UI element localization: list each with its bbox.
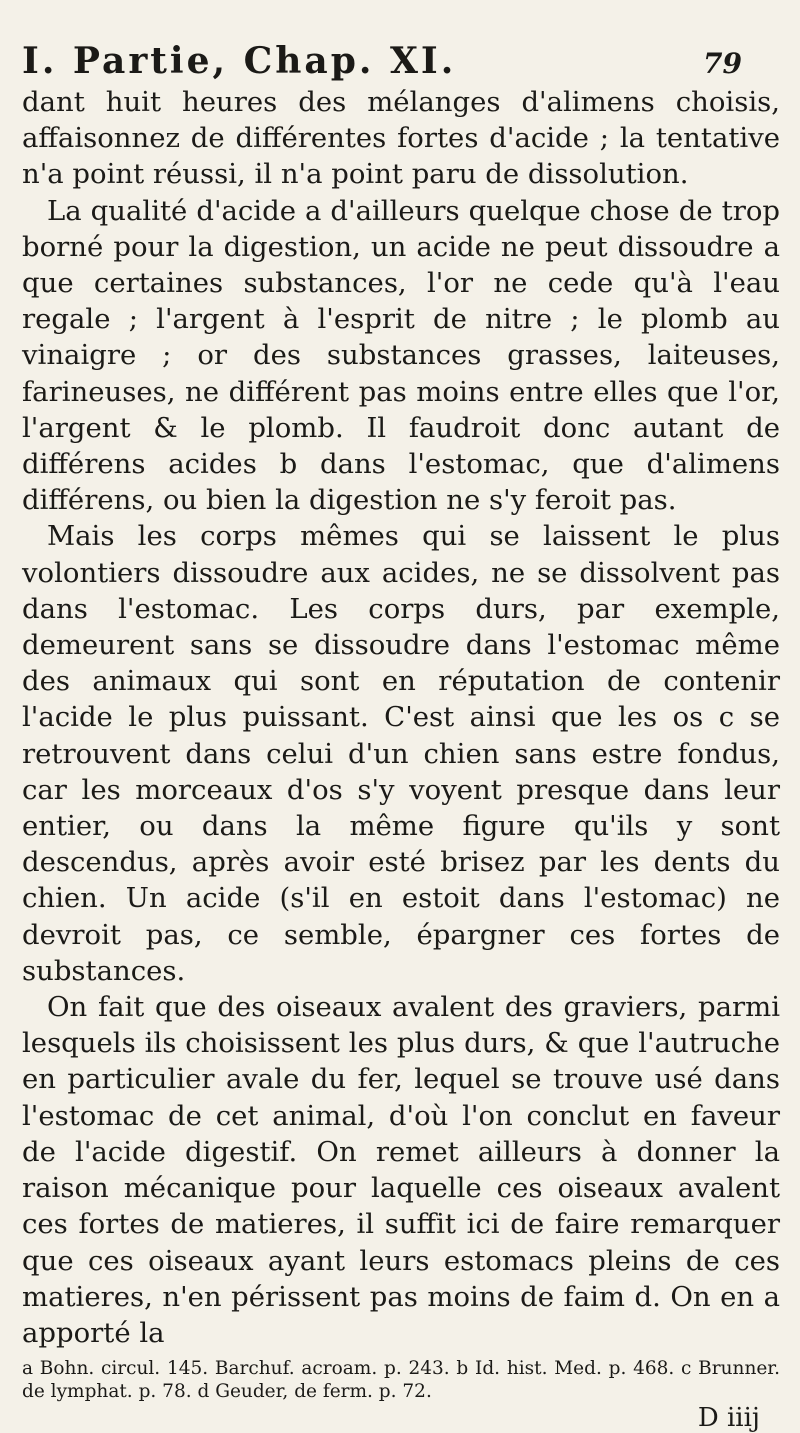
main-text <box>22 84 780 1351</box>
footnote-text: a Bohn. circul. 145. Barchuf. acroam. p. 243. b Id. hist. Med. p. 468. c Brunner. de lymphat. p. 78. d Geuder, de ferm. p. 72. <box>22 1358 780 1403</box>
paragraph: La qualité d'acide a d'ailleurs quelque chose de trop borné pour la digestion, un acide ne peut dissoudre a que certaines substances, l'or ne cede qu'à l'eau regale ; l'argent à l'esprit de nitre ; le plomb au vinaigre ; or des substances grasses, laiteuses, farineuses, ne différent pas moins entre elles que l'or, l'argent & le plomb. Il faudroit donc autant de différens acides b dans l'estomac, que d'alimens différens, ou bien la digestion ne s'y feroit pas. <box>22 194 780 517</box>
page-header <box>22 40 780 82</box>
signature-mark: D iiij <box>697 1403 760 1433</box>
page-number: 79 <box>703 47 742 80</box>
paragraph: Mais les corps mêmes qui se laissent le plus volontiers dissoudre aux acides, ne se dissolvent pas dans l'estomac. Les corps durs, par exemple, demeurent sans se dissoudre dans l'estomac même des animaux qui sont en réputation de contenir l'acide le plus puissant. C'est ainsi que les os c se retrouvent dans celui d'un chien sans estre fondus, car les morceaux d'os s'y voyent presque dans leur entier, ou dans la même figure qu'ils y sont descendus, après avoir esté brisez par les dents du chien. Un acide (s'il en estoit dans l'estomac) ne devroit pas, ce semble, épargner ces fortes de substances. <box>22 520 780 987</box>
running-head: I. Partie, Chap. XI. <box>22 40 457 82</box>
paragraph: dant huit heures des mélanges d'alimens choisis, affaisonnez de différentes fortes d'acide ; la tentative n'a point réussi, il n'a point paru de dissolution. <box>22 86 780 191</box>
footnotes <box>22 1357 780 1403</box>
paragraph: On fait que des oiseaux avalent des graviers, parmi lesquels ils choisissent les plus durs, & que l'autruche en particulier avale du fer, lequel se trouve usé dans l'estomac de cet animal, d'où l'on conclut en faveur de l'acide digestif. On remet ailleurs à donner la raison mécanique pour laquelle ces oiseaux avalent ces fortes de matieres, il suffit ici de faire remarquer que ces oiseaux ayant leurs estomacs pleins de ces matieres, n'en périssent pas moins de faim d. On en a apporté la <box>22 991 780 1349</box>
